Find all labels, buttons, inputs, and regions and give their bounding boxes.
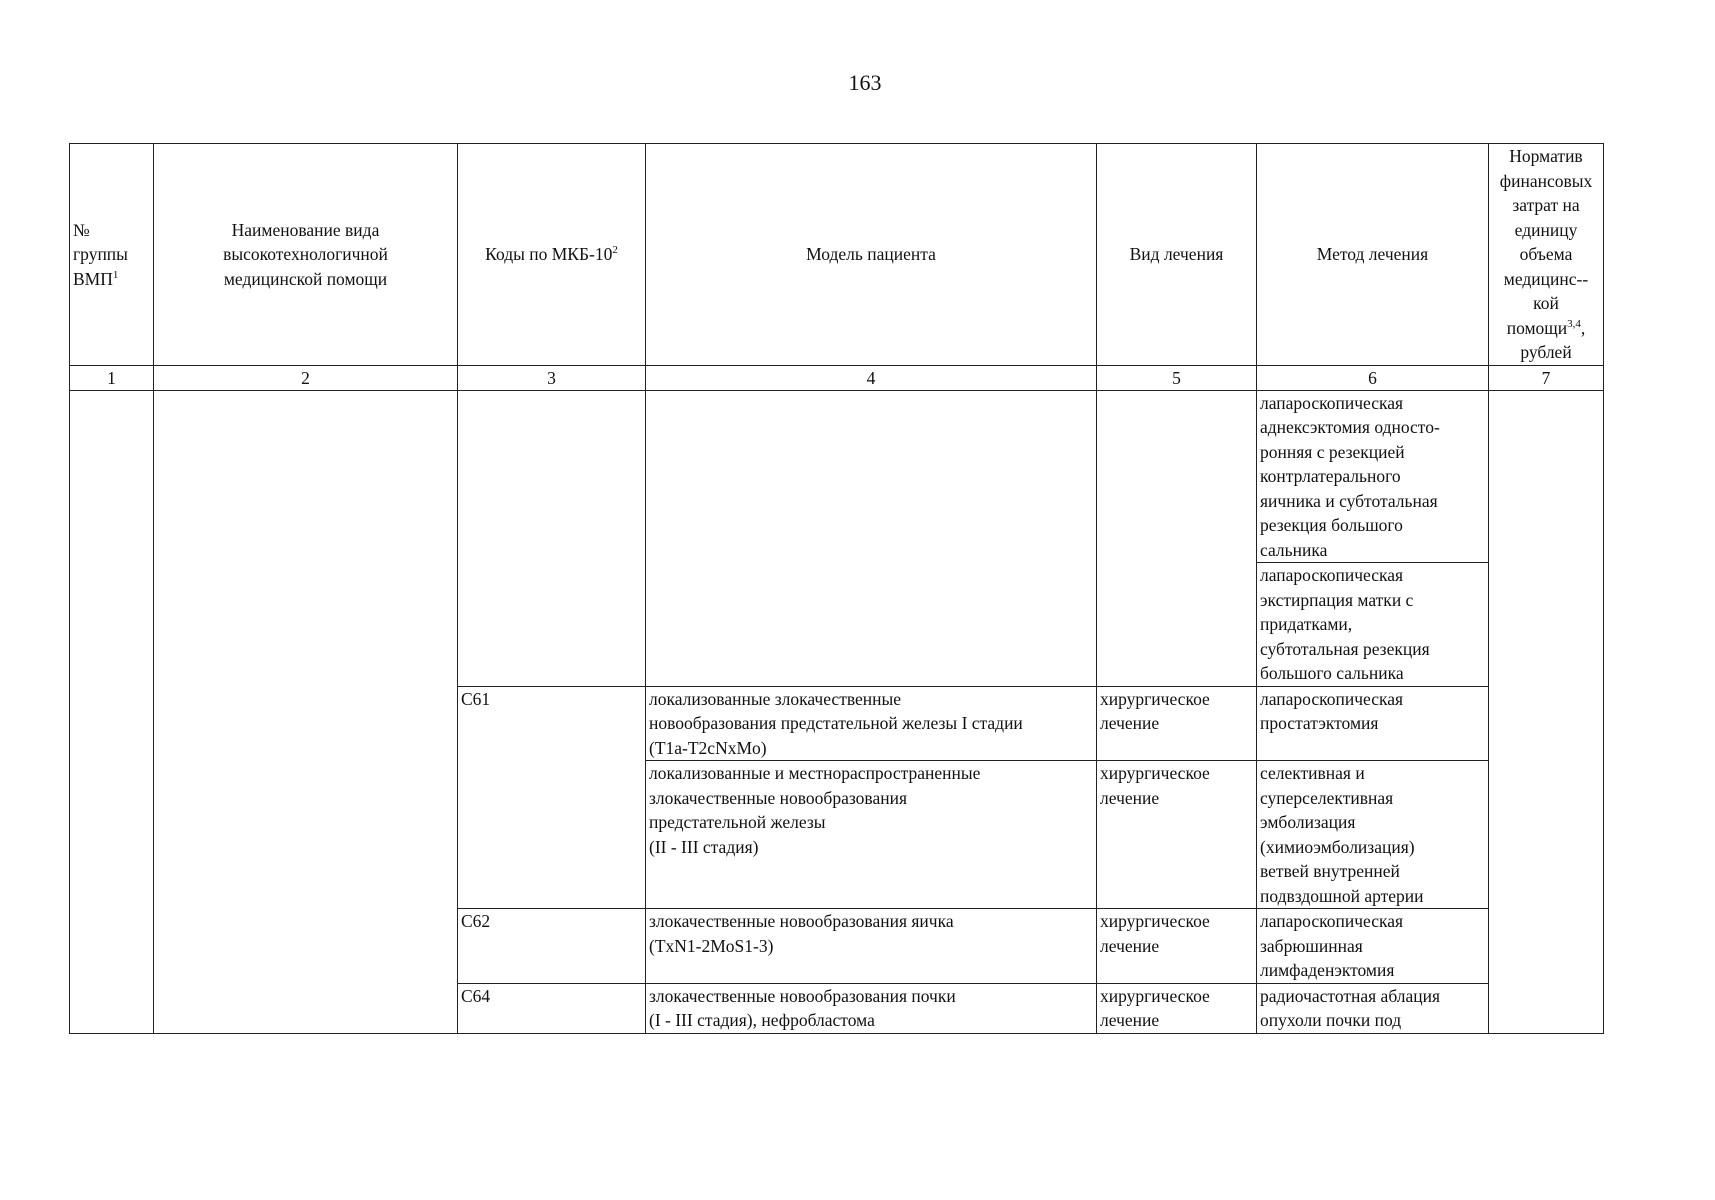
treatment-method-cell: селективная и суперселективная эмболизация (химиоэмболизация) ветвей внутренней подвздошной артерии	[1257, 761, 1489, 909]
cost-norm-cell	[1489, 390, 1604, 1033]
treatment-type-cell: хирургическое лечение	[1097, 686, 1257, 761]
column-number: 1	[70, 365, 154, 390]
page-number: 163	[848, 70, 882, 95]
treatment-method-cell: лапароскопическая простатэктомия	[1257, 686, 1489, 761]
header-care-type: Наименование вида высокотехнологичной медицинской помощи	[154, 144, 458, 366]
column-number: 4	[646, 365, 1097, 390]
icd-code-cell: C64	[458, 983, 646, 1033]
patient-model-cell: злокачественные новообразования почки (I - III стадия), нефробластома	[646, 983, 1097, 1033]
header-treatment-method: Метод лечения	[1257, 144, 1489, 366]
icd-code-cell: C62	[458, 909, 646, 984]
care-type-cell	[154, 390, 458, 1033]
group-number-cell	[70, 390, 154, 1033]
column-number: 7	[1489, 365, 1604, 390]
treatment-type-cell	[1097, 390, 1257, 686]
icd-code-cell: C61	[458, 686, 646, 909]
treatment-method-cell: лапароскопическая аднексэктомия односто- ронняя с резекцией контрлатерального яичника и субтотальная резекция большого сальника	[1257, 390, 1489, 563]
patient-model-cell: локализованные злокачественные новообразования предстательной железы I стадии (T1a-T2cNxMo)	[646, 686, 1097, 761]
column-number: 3	[458, 365, 646, 390]
table-row	[70, 390, 1604, 563]
icd-code-cell	[458, 390, 646, 686]
header-cost-norm: Норматив финансовых затрат на единицу объема медицинс-- кой помощи$^{3,4}$, рублей	[1489, 144, 1604, 366]
patient-model-cell	[646, 390, 1097, 686]
table-header-row	[70, 144, 1604, 366]
header-icd-codes: Коды по МКБ-$10^2$	[458, 144, 646, 366]
treatment-type-cell: хирургическое лечение	[1097, 983, 1257, 1033]
column-number: 5	[1097, 365, 1257, 390]
patient-model-cell: злокачественные новообразования яичка (TxN1-2MoS1-3)	[646, 909, 1097, 984]
vmp-table	[69, 143, 1604, 1034]
treatment-method-cell: лапароскопическая забрюшинная лимфаденэктомия	[1257, 909, 1489, 984]
patient-model-cell: локализованные и местнораспространенные злокачественные новообразования предстательной железы (II - III стадия)	[646, 761, 1097, 909]
treatment-type-cell: хирургическое лечение	[1097, 909, 1257, 984]
treatment-method-cell: радиочастотная аблация опухоли почки под	[1257, 983, 1489, 1033]
header-treatment-type: Вид лечения	[1097, 144, 1257, 366]
column-number: 2	[154, 365, 458, 390]
column-number-row	[70, 365, 1604, 390]
header-patient-model: Модель пациента	[646, 144, 1097, 366]
treatment-type-cell: хирургическое лечение	[1097, 761, 1257, 909]
header-group-number: № группы ВМП$^1$	[70, 144, 154, 366]
column-number: 6	[1257, 365, 1489, 390]
treatment-method-cell: лапароскопическая экстирпация матки с придатками, субтотальная резекция большого сальника	[1257, 563, 1489, 687]
